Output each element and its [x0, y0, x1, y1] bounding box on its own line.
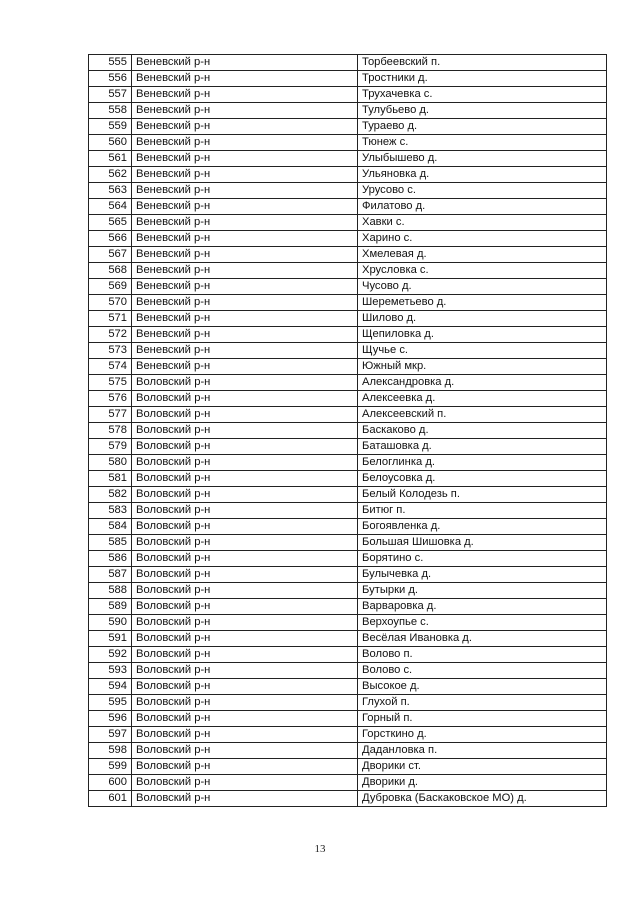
district-cell: Воловский р-н: [132, 423, 358, 439]
row-number: 597: [89, 727, 132, 743]
district-cell: Веневский р-н: [132, 119, 358, 135]
table-row: [89, 343, 607, 359]
table-row: [89, 87, 607, 103]
district-cell: Воловский р-н: [132, 679, 358, 695]
locality-cell: Дубровка (Баскаковское МО) д.: [358, 791, 607, 807]
row-number: 569: [89, 279, 132, 295]
row-number: 562: [89, 167, 132, 183]
district-cell: Веневский р-н: [132, 295, 358, 311]
locality-cell: Белоглинка д.: [358, 455, 607, 471]
locality-cell: Белоусовка д.: [358, 471, 607, 487]
table-row: [89, 263, 607, 279]
table-row: [89, 535, 607, 551]
table-row: [89, 183, 607, 199]
district-cell: Веневский р-н: [132, 55, 358, 71]
district-cell: Воловский р-н: [132, 727, 358, 743]
district-cell: Веневский р-н: [132, 87, 358, 103]
row-number: 581: [89, 471, 132, 487]
district-cell: Воловский р-н: [132, 599, 358, 615]
table-row: [89, 599, 607, 615]
locality-cell: Шереметьево д.: [358, 295, 607, 311]
row-number: 596: [89, 711, 132, 727]
table-row: [89, 759, 607, 775]
table-row: [89, 727, 607, 743]
locality-cell: Дворики д.: [358, 775, 607, 791]
row-number: 556: [89, 71, 132, 87]
row-number: 572: [89, 327, 132, 343]
district-cell: Воловский р-н: [132, 455, 358, 471]
row-number: 587: [89, 567, 132, 583]
row-number: 592: [89, 647, 132, 663]
table-row: [89, 695, 607, 711]
locality-cell: Весёлая Ивановка д.: [358, 631, 607, 647]
locality-cell: Алексеевский п.: [358, 407, 607, 423]
district-cell: Веневский р-н: [132, 327, 358, 343]
district-cell: Воловский р-н: [132, 663, 358, 679]
district-cell: Веневский р-н: [132, 135, 358, 151]
locality-cell: Верхоупье с.: [358, 615, 607, 631]
locality-cell: Горный п.: [358, 711, 607, 727]
district-cell: Воловский р-н: [132, 391, 358, 407]
locality-cell: Хавки с.: [358, 215, 607, 231]
locality-cell: Даданловка п.: [358, 743, 607, 759]
district-cell: Веневский р-н: [132, 71, 358, 87]
row-number: 555: [89, 55, 132, 71]
district-cell: Веневский р-н: [132, 215, 358, 231]
district-cell: Воловский р-н: [132, 583, 358, 599]
page-number: 13: [314, 843, 326, 855]
table-row: [89, 215, 607, 231]
table-row: [89, 711, 607, 727]
row-number: 591: [89, 631, 132, 647]
table-row: [89, 439, 607, 455]
table-row: [89, 151, 607, 167]
locality-cell: Урусово с.: [358, 183, 607, 199]
row-number: 565: [89, 215, 132, 231]
locality-cell: Булычевка д.: [358, 567, 607, 583]
district-cell: Воловский р-н: [132, 695, 358, 711]
row-number: 559: [89, 119, 132, 135]
table-row: [89, 503, 607, 519]
table-row: [89, 583, 607, 599]
table-row: [89, 423, 607, 439]
locality-cell: Хмелевая д.: [358, 247, 607, 263]
table-row: [89, 743, 607, 759]
table-row: [89, 631, 607, 647]
district-cell: Воловский р-н: [132, 759, 358, 775]
district-cell: Воловский р-н: [132, 375, 358, 391]
table-row: [89, 55, 607, 71]
table-row: [89, 663, 607, 679]
locality-cell: Трухачевка с.: [358, 87, 607, 103]
row-number: 577: [89, 407, 132, 423]
locality-cell: Волово п.: [358, 647, 607, 663]
row-number: 593: [89, 663, 132, 679]
table-row: [89, 199, 607, 215]
locality-cell: Ульяновка д.: [358, 167, 607, 183]
district-cell: Воловский р-н: [132, 519, 358, 535]
row-number: 582: [89, 487, 132, 503]
locality-cell: Белый Колодезь п.: [358, 487, 607, 503]
table-row: [89, 487, 607, 503]
row-number: 585: [89, 535, 132, 551]
table-row: [89, 391, 607, 407]
table-row: [89, 359, 607, 375]
row-number: 557: [89, 87, 132, 103]
district-cell: Веневский р-н: [132, 247, 358, 263]
locality-cell: Хрусловка с.: [358, 263, 607, 279]
locality-cell: Тулубьево д.: [358, 103, 607, 119]
locality-cell: Дворики ст.: [358, 759, 607, 775]
locality-cell: Большая Шишовка д.: [358, 535, 607, 551]
district-cell: Веневский р-н: [132, 103, 358, 119]
locality-cell: Тураево д.: [358, 119, 607, 135]
row-number: 600: [89, 775, 132, 791]
table-row: [89, 679, 607, 695]
row-number: 570: [89, 295, 132, 311]
district-cell: Веневский р-н: [132, 151, 358, 167]
table-row: [89, 615, 607, 631]
locality-cell: Горсткино д.: [358, 727, 607, 743]
district-cell: Воловский р-н: [132, 567, 358, 583]
district-cell: Веневский р-н: [132, 279, 358, 295]
table-row: [89, 279, 607, 295]
district-cell: Воловский р-н: [132, 615, 358, 631]
locality-cell: Богоявленка д.: [358, 519, 607, 535]
row-number: 601: [89, 791, 132, 807]
district-cell: Веневский р-н: [132, 343, 358, 359]
row-number: 586: [89, 551, 132, 567]
district-cell: Воловский р-н: [132, 647, 358, 663]
table-row: [89, 551, 607, 567]
row-number: 575: [89, 375, 132, 391]
table-row: [89, 247, 607, 263]
district-cell: Веневский р-н: [132, 167, 358, 183]
row-number: 595: [89, 695, 132, 711]
row-number: 579: [89, 439, 132, 455]
row-number: 590: [89, 615, 132, 631]
row-number: 566: [89, 231, 132, 247]
locality-cell: Баташовка д.: [358, 439, 607, 455]
row-number: 576: [89, 391, 132, 407]
table-row: [89, 231, 607, 247]
district-cell: Воловский р-н: [132, 551, 358, 567]
district-cell: Веневский р-н: [132, 359, 358, 375]
locality-cell: Шилово д.: [358, 311, 607, 327]
district-cell: Воловский р-н: [132, 503, 358, 519]
locality-cell: Филатово д.: [358, 199, 607, 215]
locality-cell: Чусово д.: [358, 279, 607, 295]
row-number: 599: [89, 759, 132, 775]
locality-cell: Бутырки д.: [358, 583, 607, 599]
table-row: [89, 775, 607, 791]
district-cell: Воловский р-н: [132, 407, 358, 423]
district-cell: Веневский р-н: [132, 183, 358, 199]
district-cell: Воловский р-н: [132, 631, 358, 647]
table-row: [89, 295, 607, 311]
locality-cell: Битюг п.: [358, 503, 607, 519]
locality-cell: Борятино с.: [358, 551, 607, 567]
row-number: 583: [89, 503, 132, 519]
district-cell: Воловский р-н: [132, 439, 358, 455]
locality-cell: Южный мкр.: [358, 359, 607, 375]
locality-cell: Улыбышево д.: [358, 151, 607, 167]
row-number: 598: [89, 743, 132, 759]
row-number: 594: [89, 679, 132, 695]
locality-cell: Алексеевка д.: [358, 391, 607, 407]
locality-cell: Александровка д.: [358, 375, 607, 391]
row-number: 588: [89, 583, 132, 599]
locality-cell: Харино с.: [358, 231, 607, 247]
district-cell: Воловский р-н: [132, 487, 358, 503]
table-row: [89, 167, 607, 183]
row-number: 567: [89, 247, 132, 263]
district-cell: Веневский р-н: [132, 311, 358, 327]
locality-cell: Баскаково д.: [358, 423, 607, 439]
row-number: 563: [89, 183, 132, 199]
district-cell: Воловский р-н: [132, 775, 358, 791]
table-row: [89, 375, 607, 391]
row-number: 584: [89, 519, 132, 535]
locality-cell: Торбеевский п.: [358, 55, 607, 71]
row-number: 589: [89, 599, 132, 615]
table-row: [89, 519, 607, 535]
district-cell: Воловский р-н: [132, 471, 358, 487]
locality-cell: Тростники д.: [358, 71, 607, 87]
row-number: 574: [89, 359, 132, 375]
table-row: [89, 135, 607, 151]
table-row: [89, 103, 607, 119]
row-number: 578: [89, 423, 132, 439]
locality-cell: Высокое д.: [358, 679, 607, 695]
district-cell: Воловский р-н: [132, 535, 358, 551]
district-cell: Воловский р-н: [132, 791, 358, 807]
row-number: 564: [89, 199, 132, 215]
table-row: [89, 455, 607, 471]
table-row: [89, 311, 607, 327]
table-row: [89, 327, 607, 343]
table-row: [89, 791, 607, 807]
table-row: [89, 471, 607, 487]
row-number: 580: [89, 455, 132, 471]
district-cell: Воловский р-н: [132, 711, 358, 727]
district-cell: Веневский р-н: [132, 231, 358, 247]
table-row: [89, 647, 607, 663]
locality-cell: Щучье с.: [358, 343, 607, 359]
table-row: [89, 407, 607, 423]
locality-cell: Тюнеж с.: [358, 135, 607, 151]
row-number: 560: [89, 135, 132, 151]
locality-cell: Глухой п.: [358, 695, 607, 711]
row-number: 568: [89, 263, 132, 279]
district-cell: Веневский р-н: [132, 263, 358, 279]
table-row: [89, 119, 607, 135]
settlements-table-body: [89, 55, 607, 807]
district-cell: Воловский р-н: [132, 743, 358, 759]
table-row: [89, 71, 607, 87]
settlements-table: [88, 54, 607, 807]
locality-cell: Варваровка д.: [358, 599, 607, 615]
row-number: 561: [89, 151, 132, 167]
row-number: 558: [89, 103, 132, 119]
locality-cell: Волово с.: [358, 663, 607, 679]
row-number: 571: [89, 311, 132, 327]
locality-cell: Щепиловка д.: [358, 327, 607, 343]
district-cell: Веневский р-н: [132, 199, 358, 215]
table-row: [89, 567, 607, 583]
row-number: 573: [89, 343, 132, 359]
